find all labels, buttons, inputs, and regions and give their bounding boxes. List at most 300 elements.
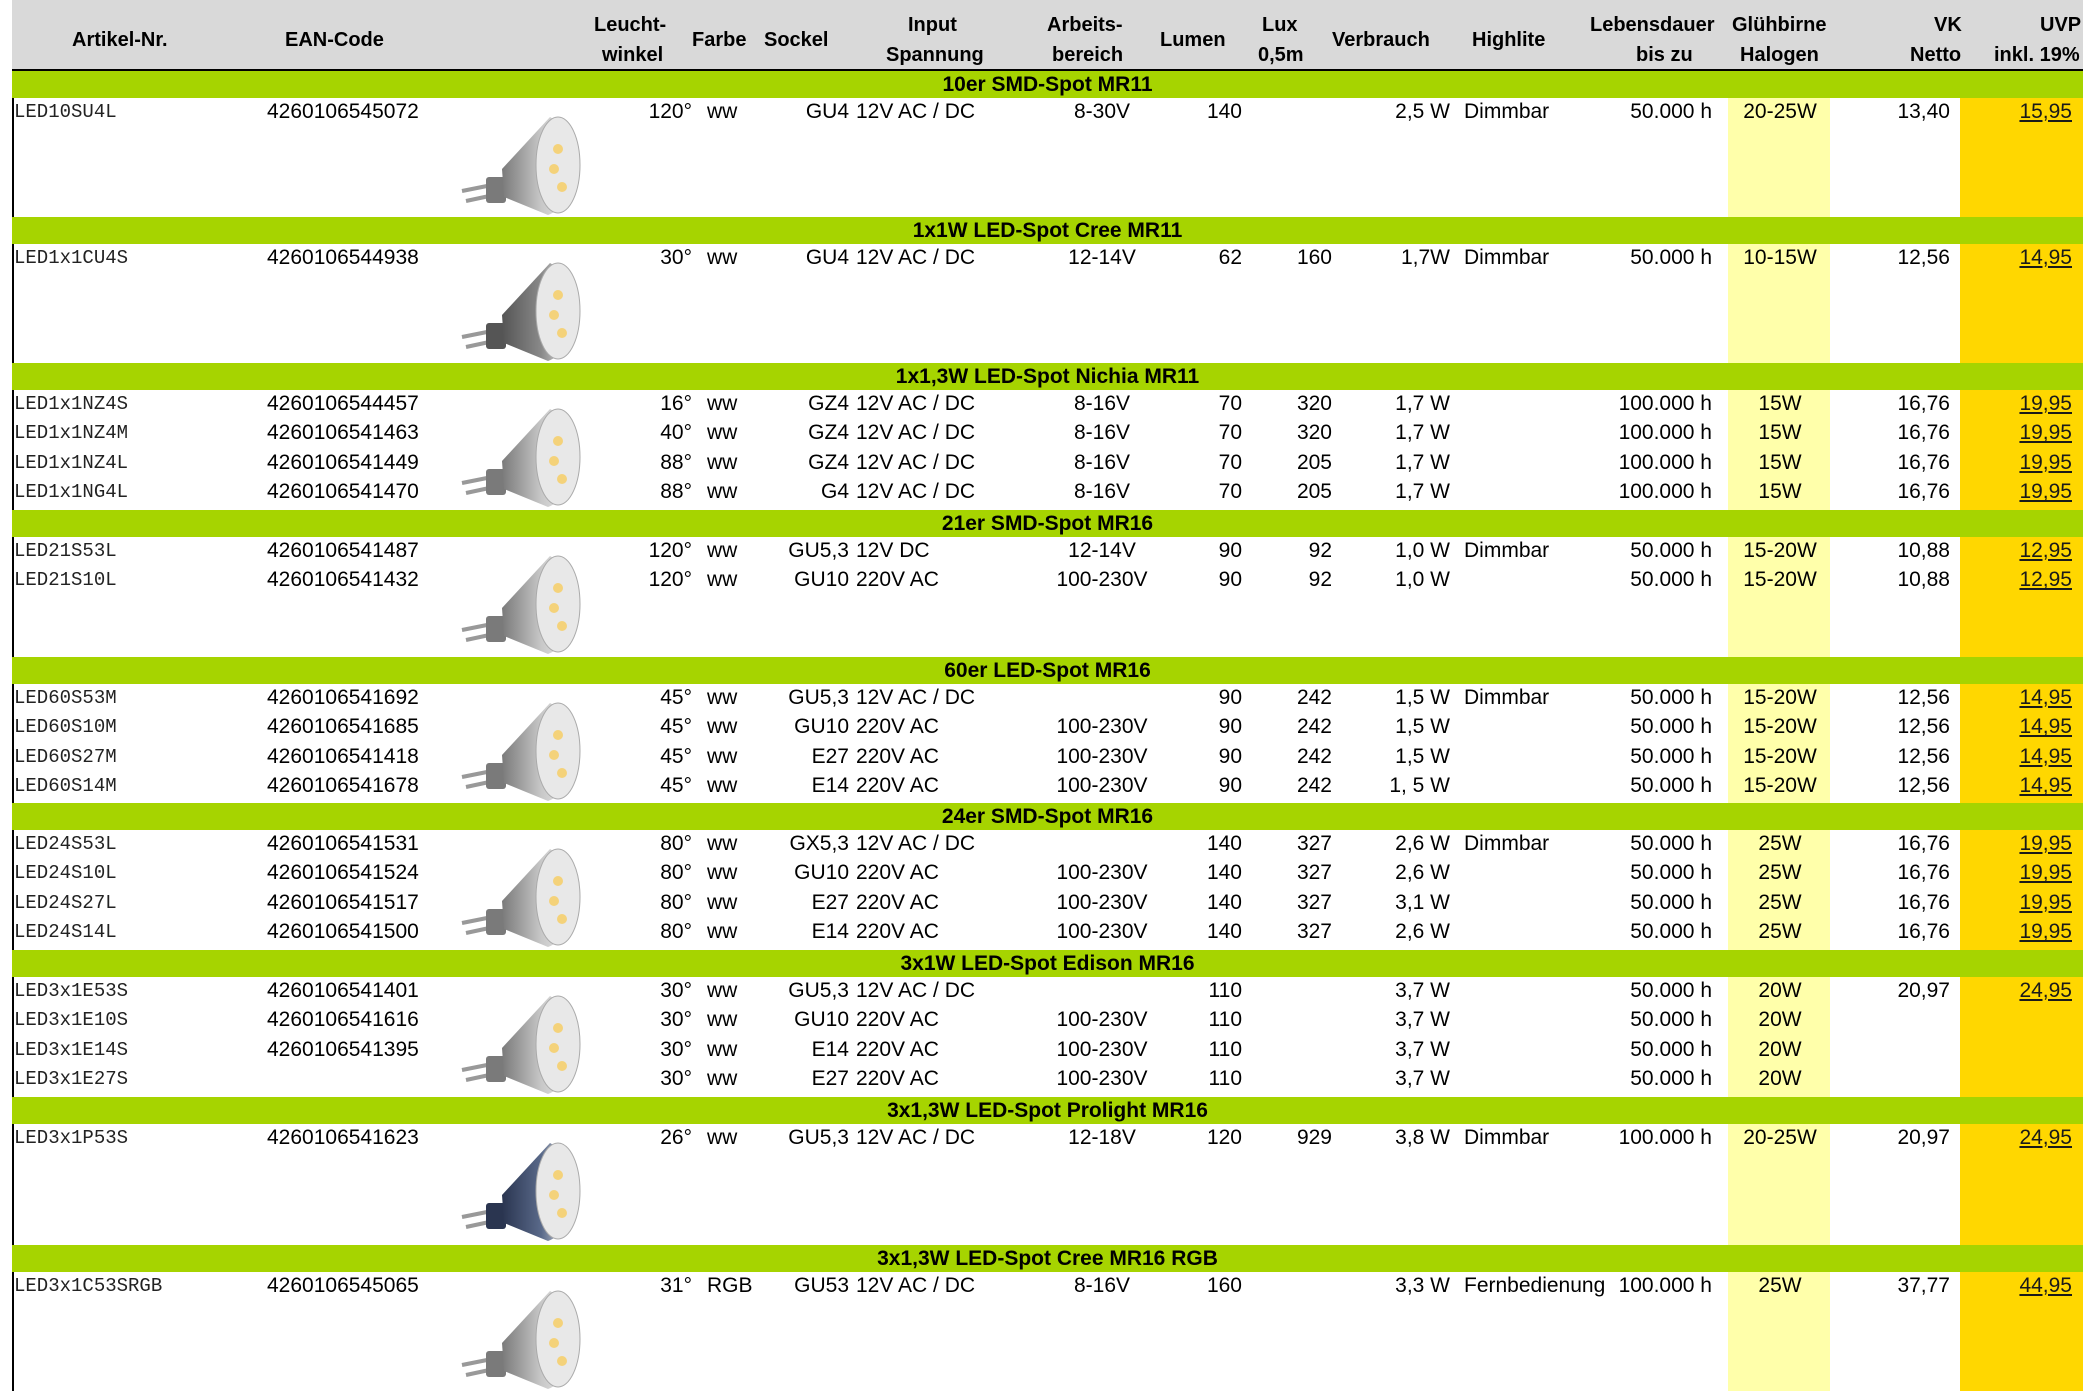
cell-verbrauch: 1,5 W — [1395, 744, 1450, 768]
cell-highlite: Dimmbar — [1464, 539, 1550, 562]
cell-lux: 327 — [1296, 890, 1332, 914]
cell-input: 12V DC — [856, 539, 930, 562]
cell-input: 220V AC — [856, 1037, 939, 1061]
cell-winkel: 80° — [660, 920, 692, 944]
cell-uvp: 15,95 — [2019, 100, 2072, 123]
cell-vk: 12,56 — [1897, 715, 1950, 739]
cell-vk: 10,88 — [1897, 539, 1950, 562]
cell-winkel: 30° — [660, 1008, 692, 1032]
table-header — [12, 0, 2083, 71]
cell-winkel: 31° — [660, 1274, 692, 1297]
cell-winkel: 30° — [660, 979, 692, 1002]
cell-arbeit: 100-230V — [1056, 1008, 1148, 1032]
cell-winkel: 80° — [660, 832, 692, 855]
cell-artikel: LED21S53L — [14, 540, 117, 562]
cell-leben: 50.000 h — [1630, 246, 1712, 269]
cell-uvp: 24,95 — [2019, 1126, 2072, 1149]
cell-winkel: 45° — [660, 774, 692, 798]
cell-gluh: 20-25W — [1743, 100, 1817, 123]
cell-input: 12V AC / DC — [856, 480, 976, 504]
cell-lux: 242 — [1296, 715, 1332, 739]
cell-verbrauch: 3,3 W — [1395, 1274, 1450, 1297]
header-verbrauch: Verbrauch — [1332, 29, 1430, 51]
cell-vk: 16,76 — [1897, 421, 1950, 445]
cell-artikel: LED3x1C53SRGB — [14, 1275, 163, 1297]
led-bulb-nichia-mr11-icon — [452, 391, 602, 516]
cell-artikel: LED3x1E14S — [14, 1038, 129, 1061]
cell-lumen: 140 — [1206, 832, 1242, 855]
cell-sockel: E14 — [811, 1037, 849, 1061]
cell-arbeit: 100-230V — [1056, 744, 1148, 768]
cell-ean: 4260106541623 — [267, 1126, 419, 1149]
cell-highlite: Dimmbar — [1464, 100, 1550, 123]
header-highlite: Highlite — [1472, 29, 1546, 51]
cell-lumen: 70 — [1218, 480, 1242, 504]
cell-uvp: 19,95 — [2019, 890, 2072, 914]
led-bulb-cree-mr11-icon — [452, 245, 602, 370]
cell-ean: 4260106541531 — [267, 832, 419, 855]
cell-artikel: LED3x1E27S — [14, 1068, 129, 1091]
section-title: 3x1,3W LED-Spot Cree MR16 RGB — [12, 1245, 2083, 1272]
cell-arbeit: 100-230V — [1056, 920, 1148, 944]
cell-lux: 327 — [1296, 861, 1332, 885]
cell-artikel: LED24S14L — [14, 921, 117, 944]
cell-uvp: 12,95 — [2019, 539, 2072, 562]
cell-uvp: 19,95 — [2019, 861, 2072, 885]
cell-leben: 100.000 h — [1618, 450, 1712, 474]
cell-gluh: 15-20W — [1743, 715, 1817, 739]
cell-artikel: LED24S10L — [14, 862, 117, 885]
cell-verbrauch: 3,7 W — [1395, 979, 1450, 1002]
cell-lux: 242 — [1296, 686, 1332, 709]
header-sockel: Sockel — [764, 29, 829, 51]
cell-farbe: ww — [707, 421, 738, 445]
cell-sockel: E27 — [811, 890, 849, 914]
cell-sockel: GU4 — [805, 246, 849, 269]
cell-leben: 50.000 h — [1630, 1067, 1712, 1091]
cell-verbrauch: 2,6 W — [1395, 832, 1450, 855]
cell-gluh: 20W — [1758, 1037, 1802, 1061]
cell-lumen: 90 — [1218, 715, 1242, 739]
cell-lumen: 140 — [1206, 100, 1242, 123]
section-title: 60er LED-Spot MR16 — [12, 657, 2083, 684]
cell-lumen: 90 — [1218, 774, 1242, 798]
cell-winkel: 80° — [660, 890, 692, 914]
cell-farbe: ww — [707, 832, 738, 855]
cell-verbrauch: 1, 5 W — [1389, 774, 1450, 798]
cell-ean: 4260106541685 — [267, 715, 419, 739]
cell-ean: 4260106541395 — [267, 1037, 419, 1061]
cell-winkel: 30° — [660, 246, 692, 269]
cell-input: 220V AC — [856, 1008, 939, 1032]
cell-vk: 12,56 — [1897, 246, 1950, 269]
cell-sockel: GU10 — [794, 1008, 849, 1032]
header-arbeit-1: Arbeits- — [1047, 14, 1123, 36]
cell-arbeit: 100-230V — [1056, 861, 1148, 885]
cell-farbe: ww — [707, 1037, 738, 1061]
cell-farbe: ww — [707, 568, 738, 592]
cell-artikel: LED10SU4L — [14, 101, 117, 123]
cell-lumen: 90 — [1218, 686, 1242, 709]
cell-lux: 327 — [1296, 920, 1332, 944]
cell-ean: 4260106541517 — [267, 890, 419, 914]
cell-winkel: 45° — [660, 686, 692, 709]
cell-farbe: ww — [707, 744, 738, 768]
cell-artikel: LED1x1NG4L — [14, 481, 129, 504]
header-uvp-2: inkl. 19% — [1994, 44, 2080, 66]
cell-artikel: LED1x1NZ4M — [14, 422, 129, 445]
cell-arbeit: 12-14V — [1068, 539, 1136, 562]
cell-farbe: ww — [707, 1008, 738, 1032]
cell-gluh: 25W — [1758, 890, 1802, 914]
cell-input: 12V AC / DC — [856, 392, 976, 415]
cell-verbrauch: 1,7 W — [1395, 392, 1450, 415]
cell-arbeit: 12-18V — [1068, 1126, 1136, 1149]
cell-input: 12V AC / DC — [856, 686, 976, 709]
cell-artikel: LED60S10M — [14, 716, 117, 739]
cell-verbrauch: 1,0 W — [1395, 539, 1450, 562]
cell-input: 220V AC — [856, 861, 939, 885]
cell-arbeit: 8-16V — [1073, 392, 1131, 415]
cell-input: 220V AC — [856, 920, 939, 944]
section-title: 24er SMD-Spot MR16 — [12, 803, 2083, 830]
cell-farbe: ww — [707, 100, 738, 123]
cell-winkel: 88° — [660, 450, 692, 474]
cell-sockel: GZ4 — [808, 450, 849, 474]
cell-leben: 50.000 h — [1630, 1008, 1712, 1032]
cell-ean: 4260106541616 — [267, 1008, 419, 1032]
cell-sockel: GU5,3 — [788, 686, 849, 709]
cell-vk: 16,76 — [1897, 920, 1950, 944]
cell-gluh: 25W — [1758, 861, 1802, 885]
cell-highlite: Dimmbar — [1464, 1126, 1550, 1149]
cell-artikel: LED3x1E53S — [14, 980, 129, 1002]
cell-vk: 13,40 — [1897, 100, 1950, 123]
cell-sockel: GU10 — [794, 715, 849, 739]
cell-farbe: ww — [707, 392, 738, 415]
cell-ean: 4260106541470 — [267, 480, 419, 504]
cell-vk: 16,76 — [1897, 450, 1950, 474]
price-list-sheet — [12, 0, 2083, 1391]
cell-sockel: E14 — [811, 920, 849, 944]
cell-winkel: 30° — [660, 1067, 692, 1091]
cell-winkel: 88° — [660, 480, 692, 504]
cell-arbeit: 100-230V — [1056, 715, 1148, 739]
cell-verbrauch: 2,6 W — [1395, 920, 1450, 944]
cell-artikel: LED60S14M — [14, 775, 117, 798]
header-ean: EAN-Code — [285, 29, 384, 51]
cell-winkel: 120° — [648, 568, 692, 592]
header-farbe: Farbe — [692, 29, 747, 51]
cell-winkel: 45° — [660, 744, 692, 768]
cell-vk: 16,76 — [1897, 480, 1950, 504]
cell-arbeit: 8-16V — [1073, 480, 1131, 504]
led-bulb-smd-mr11-icon — [452, 99, 602, 224]
header-uvp-1: UVP — [2040, 14, 2082, 36]
cell-verbrauch: 1,5 W — [1395, 686, 1450, 709]
cell-uvp: 19,95 — [2019, 421, 2072, 445]
cell-input: 12V AC / DC — [856, 832, 976, 855]
cell-uvp: 14,95 — [2019, 774, 2072, 798]
cell-artikel: LED3x1P53S — [14, 1127, 129, 1149]
cell-lumen: 90 — [1218, 744, 1242, 768]
cell-leben: 50.000 h — [1630, 686, 1712, 709]
cell-leben: 50.000 h — [1630, 920, 1712, 944]
cell-input: 12V AC / DC — [856, 450, 976, 474]
cell-lux: 160 — [1296, 246, 1332, 269]
cell-input: 220V AC — [856, 1067, 939, 1091]
cell-leben: 50.000 h — [1630, 979, 1712, 1002]
cell-ean: 4260106541401 — [267, 979, 419, 1002]
cell-highlite: Dimmbar — [1464, 246, 1550, 269]
cell-gluh: 15-20W — [1743, 539, 1817, 562]
cell-verbrauch: 1,0 W — [1395, 568, 1450, 592]
cell-uvp: 14,95 — [2019, 715, 2072, 739]
cell-farbe: ww — [707, 480, 738, 504]
header-leben-2: bis zu — [1636, 44, 1693, 66]
header-lux-1: Lux — [1262, 14, 1298, 36]
cell-input: 220V AC — [856, 890, 939, 914]
led-bulb-cree-rgb-mr16-icon — [452, 1273, 602, 1398]
cell-farbe: ww — [707, 861, 738, 885]
cell-lumen: 120 — [1206, 1126, 1242, 1149]
cell-uvp: 12,95 — [2019, 568, 2072, 592]
cell-farbe: RGB — [707, 1274, 753, 1297]
cell-gluh: 10-15W — [1743, 246, 1817, 269]
cell-input: 12V AC / DC — [856, 246, 976, 269]
cell-verbrauch: 1,5 W — [1395, 715, 1450, 739]
cell-lumen: 62 — [1218, 246, 1242, 269]
cell-ean: 4260106541678 — [267, 774, 419, 798]
section-title: 21er SMD-Spot MR16 — [12, 510, 2083, 537]
cell-leben: 50.000 h — [1630, 715, 1712, 739]
cell-ean: 4260106541500 — [267, 920, 419, 944]
cell-farbe: ww — [707, 774, 738, 798]
cell-input: 12V AC / DC — [856, 979, 976, 1002]
cell-gluh: 20-25W — [1743, 1126, 1817, 1149]
cell-gluh: 20W — [1758, 979, 1802, 1002]
cell-lux: 92 — [1308, 539, 1332, 562]
cell-uvp: 19,95 — [2019, 392, 2072, 415]
cell-lumen: 140 — [1206, 920, 1242, 944]
cell-input: 12V AC / DC — [856, 1126, 976, 1149]
cell-uvp: 19,95 — [2019, 832, 2072, 855]
cell-arbeit: 8-16V — [1073, 1274, 1131, 1297]
cell-winkel: 26° — [660, 1126, 692, 1149]
cell-leben: 100.000 h — [1618, 421, 1712, 445]
cell-lumen: 90 — [1218, 568, 1242, 592]
cell-farbe: ww — [707, 450, 738, 474]
cell-vk: 12,56 — [1897, 774, 1950, 798]
cell-vk: 16,76 — [1897, 392, 1950, 415]
section-title: 10er SMD-Spot MR11 — [12, 71, 2083, 98]
cell-vk: 12,56 — [1897, 744, 1950, 768]
cell-artikel: LED21S10L — [14, 569, 117, 592]
cell-winkel: 120° — [648, 539, 692, 562]
cell-gluh: 15-20W — [1743, 774, 1817, 798]
cell-ean: 4260106541418 — [267, 744, 419, 768]
cell-artikel: LED1x1NZ4S — [14, 393, 129, 415]
section-title: 1x1W LED-Spot Cree MR11 — [12, 217, 2083, 244]
cell-artikel: LED60S53M — [14, 687, 117, 709]
cell-ean: 4260106541692 — [267, 686, 419, 709]
header-artikel: Artikel-Nr. — [72, 29, 168, 51]
cell-gluh: 15-20W — [1743, 568, 1817, 592]
cell-farbe: ww — [707, 686, 738, 709]
cell-arbeit: 8-30V — [1073, 100, 1131, 123]
cell-input: 220V AC — [856, 568, 939, 592]
cell-highlite: Dimmbar — [1464, 686, 1550, 709]
cell-lux: 929 — [1296, 1126, 1332, 1149]
cell-input: 220V AC — [856, 744, 939, 768]
cell-verbrauch: 1,7W — [1400, 246, 1450, 269]
cell-leben: 50.000 h — [1630, 744, 1712, 768]
header-gluh-2: Halogen — [1740, 44, 1819, 66]
cell-farbe: ww — [707, 246, 738, 269]
cell-verbrauch: 1,7 W — [1395, 421, 1450, 445]
cell-verbrauch: 3,7 W — [1395, 1008, 1450, 1032]
cell-gluh: 15W — [1758, 392, 1802, 415]
cell-sockel: GZ4 — [808, 392, 849, 415]
header-lux-2: 0,5m — [1258, 44, 1304, 66]
cell-sockel: GU10 — [794, 861, 849, 885]
cell-artikel: LED24S27L — [14, 891, 117, 914]
cell-ean: 4260106541487 — [267, 539, 419, 562]
cell-uvp: 14,95 — [2019, 246, 2072, 269]
cell-gluh: 25W — [1758, 1274, 1802, 1297]
cell-arbeit: 100-230V — [1056, 568, 1148, 592]
cell-lumen: 70 — [1218, 421, 1242, 445]
cell-leben: 100.000 h — [1618, 1274, 1712, 1297]
cell-vk: 12,56 — [1897, 686, 1950, 709]
cell-artikel: LED1x1CU4S — [14, 247, 129, 269]
cell-lux: 327 — [1296, 832, 1332, 855]
cell-winkel: 120° — [648, 100, 692, 123]
cell-lux: 205 — [1296, 480, 1332, 504]
cell-ean: 4260106541449 — [267, 450, 419, 474]
cell-vk: 20,97 — [1897, 979, 1950, 1002]
cell-artikel: LED60S27M — [14, 745, 117, 768]
cell-ean: 4260106544938 — [267, 246, 419, 269]
cell-gluh: 15-20W — [1743, 744, 1817, 768]
cell-verbrauch: 1,7 W — [1395, 450, 1450, 474]
cell-uvp: 19,95 — [2019, 920, 2072, 944]
cell-gluh: 25W — [1758, 920, 1802, 944]
cell-leben: 100.000 h — [1618, 392, 1712, 415]
cell-lumen: 110 — [1208, 1067, 1242, 1091]
cell-highlite: Dimmbar — [1464, 832, 1550, 855]
cell-lux: 320 — [1296, 392, 1332, 415]
cell-gluh: 15W — [1758, 480, 1802, 504]
cell-artikel: LED24S53L — [14, 833, 117, 855]
cell-leben: 50.000 h — [1630, 100, 1712, 123]
cell-sockel: GU5,3 — [788, 1126, 849, 1149]
cell-lux: 205 — [1296, 450, 1332, 474]
cell-arbeit: 12-14V — [1068, 246, 1136, 269]
cell-ean: 4260106545065 — [267, 1274, 419, 1297]
cell-vk: 10,88 — [1897, 568, 1950, 592]
cell-artikel: LED3x1E10S — [14, 1009, 129, 1032]
cell-farbe: ww — [707, 890, 738, 914]
cell-lumen: 70 — [1218, 450, 1242, 474]
cell-sockel: E27 — [811, 744, 849, 768]
cell-verbrauch: 3,1 W — [1395, 890, 1450, 914]
cell-ean: 4260106545072 — [267, 100, 419, 123]
header-arbeit-2: bereich — [1052, 44, 1124, 66]
cell-farbe: ww — [707, 715, 738, 739]
cell-lumen: 110 — [1208, 1037, 1242, 1061]
cell-lumen: 140 — [1206, 890, 1242, 914]
cell-arbeit: 100-230V — [1056, 1067, 1148, 1091]
cell-leben: 50.000 h — [1630, 832, 1712, 855]
cell-farbe: ww — [707, 1126, 738, 1149]
cell-winkel: 30° — [660, 1037, 692, 1061]
header-vk-1: VK — [1934, 14, 1962, 36]
cell-leben: 50.000 h — [1630, 861, 1712, 885]
cell-arbeit: 100-230V — [1056, 774, 1148, 798]
cell-sockel: GX5,3 — [789, 832, 849, 855]
cell-gluh: 15W — [1758, 421, 1802, 445]
cell-uvp: 14,95 — [2019, 744, 2072, 768]
cell-leben: 50.000 h — [1630, 1037, 1712, 1061]
cell-leben: 50.000 h — [1630, 890, 1712, 914]
header-leben-1: Lebensdauer — [1590, 14, 1715, 36]
cell-vk: 16,76 — [1897, 832, 1950, 855]
led-bulb-24er-mr16-icon — [452, 831, 602, 956]
cell-sockel: G4 — [820, 480, 849, 504]
cell-verbrauch: 2,6 W — [1395, 861, 1450, 885]
cell-arbeit: 100-230V — [1056, 1037, 1148, 1061]
cell-arbeit: 100-230V — [1056, 890, 1148, 914]
cell-ean: 4260106541432 — [267, 568, 419, 592]
cell-input: 220V AC — [856, 774, 939, 798]
cell-lumen: 70 — [1218, 392, 1242, 415]
cell-verbrauch: 3,7 W — [1395, 1067, 1450, 1091]
cell-lux: 92 — [1308, 568, 1332, 592]
header-input-1: Input — [908, 14, 957, 36]
cell-winkel: 45° — [660, 715, 692, 739]
cell-vk: 16,76 — [1897, 890, 1950, 914]
cell-vk: 20,97 — [1897, 1126, 1950, 1149]
header-input-2: Spannung — [886, 44, 984, 66]
cell-leben: 50.000 h — [1630, 539, 1712, 562]
cell-sockel: GU5,3 — [788, 979, 849, 1002]
cell-sockel: GU5,3 — [788, 539, 849, 562]
cell-sockel: GU4 — [805, 100, 849, 123]
cell-farbe: ww — [707, 539, 738, 562]
cell-input: 220V AC — [856, 715, 939, 739]
cell-gluh: 20W — [1758, 1008, 1802, 1032]
cell-lumen: 110 — [1208, 1008, 1242, 1032]
cell-ean: 4260106541524 — [267, 861, 419, 885]
cell-verbrauch: 3,7 W — [1395, 1037, 1450, 1061]
cell-uvp: 44,95 — [2019, 1274, 2072, 1297]
cell-winkel: 40° — [660, 421, 692, 445]
cell-lux: 242 — [1296, 744, 1332, 768]
cell-farbe: ww — [707, 920, 738, 944]
cell-verbrauch: 2,5 W — [1395, 100, 1450, 123]
header-vk-2: Netto — [1910, 44, 1962, 66]
cell-leben: 100.000 h — [1618, 1126, 1712, 1149]
cell-lumen: 160 — [1206, 1274, 1242, 1297]
cell-winkel: 80° — [660, 861, 692, 885]
cell-sockel: GU53 — [794, 1274, 849, 1297]
cell-winkel: 16° — [660, 392, 692, 415]
cell-gluh: 20W — [1758, 1067, 1802, 1091]
cell-vk: 16,76 — [1897, 861, 1950, 885]
cell-sockel: GU10 — [794, 568, 849, 592]
cell-gluh: 15W — [1758, 450, 1802, 474]
